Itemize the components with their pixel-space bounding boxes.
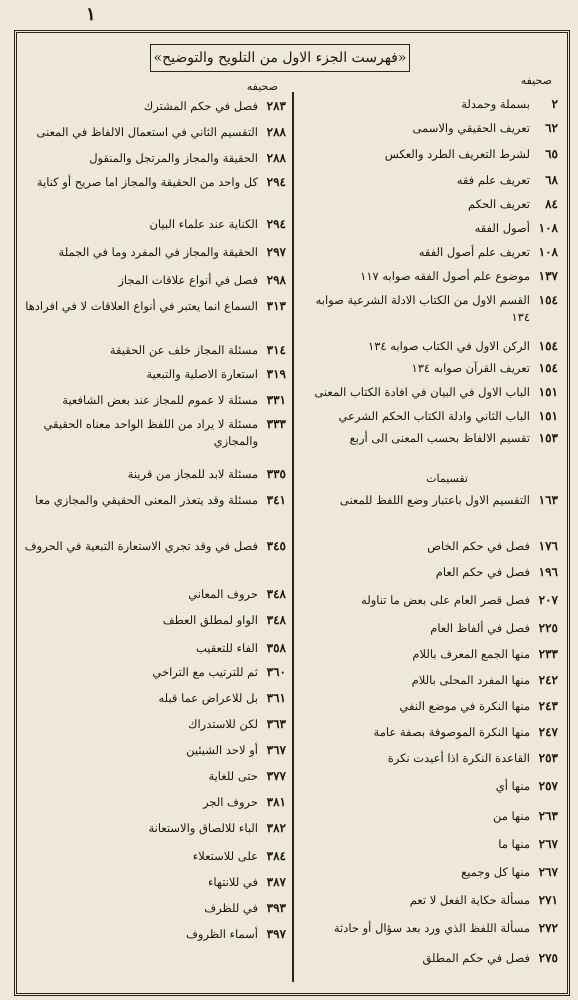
entry-title: مسئلة المجاز خلف عن الحقيقة [109,343,258,357]
entry-title: لشرط التعريف الطرد والعكس [384,147,530,161]
entry-title: حتى للغاية [208,769,258,783]
entry-title: بل للاعراض عما قبله [158,691,258,705]
entry-title: تعريف الحقيقي والاسمى [412,121,530,135]
entry-page-number: ١٠٨ [538,221,558,235]
entry-title: منها ما [498,837,530,851]
left-column-entry [22,492,286,509]
entry-page-number: ٦٢ [545,121,558,135]
right-column-header: صحيفه [520,74,552,87]
left-column-entry [22,466,286,483]
left-column-entry [22,848,286,865]
left-column-entry [22,98,286,115]
entry-title: فصل في حكم الخاص [427,539,530,553]
entry-page-number: ٢٩٤ [266,175,286,189]
entry-title: في للانتهاء [208,875,258,889]
right-column-entry [300,492,558,509]
right-column-entry [300,220,558,237]
entry-title: حروف الجر [202,795,258,809]
entry-title: منها من [492,809,530,823]
left-column-entry [22,124,286,141]
entry-title: الكناية عند علماء البيان [149,217,258,231]
right-column-entry [300,360,558,377]
right-column-entry [300,836,558,853]
entry-page-number: ٢٦٣ [538,809,558,823]
entry-title: ثم للترتيب مع التراخي [152,665,258,679]
right-column-entry [300,620,558,637]
entry-title: الواو لمطلق العطف [162,613,258,627]
entry-page-number: ٣٣١ [266,393,286,407]
left-column-entry [22,538,286,555]
entry-page-number: ١٥٤ [538,339,558,353]
entry-page-number: ٣٣٣ [266,417,286,431]
right-column-entry [300,120,558,137]
entry-page-number: ٣٦٠ [266,665,286,679]
section-heading: تقسيمات [426,472,468,485]
left-column-entry [22,742,286,759]
entry-title: على للاستعلاء [192,849,258,863]
entry-page-number: ٣٨٧ [266,875,286,889]
entry-page-number: ٢٨٣ [266,99,286,113]
entry-page-number: ٢٨٨ [266,151,286,165]
entry-title: أسماء الظروف [186,927,258,941]
right-column-entry [300,430,558,447]
entry-title: لكن للاستدراك [188,717,258,731]
left-column-entry [22,664,286,681]
entry-title: الباء للالصاق والاستعانة [148,821,258,835]
entry-page-number: ٣٦٧ [266,743,286,757]
left-column-entry [22,342,286,359]
entry-title: القسم الاول من الكتاب الادلة الشرعية صوابه ١٣٤ [315,293,530,324]
entry-page-number: ٢٤٢ [538,673,558,687]
entry-page-number: ٢٤٧ [538,725,558,739]
left-column-entry [22,586,286,603]
entry-page-number: ٢٩٨ [266,273,286,287]
right-column-entry [300,950,558,967]
column-divider [292,92,294,982]
entry-page-number: ٢٤٣ [538,699,558,713]
page-number: ١ [86,4,96,25]
left-column-entry [22,150,286,167]
right-column-entry [300,268,558,285]
entry-page-number: ١٥٤ [538,361,558,375]
entry-page-number: ٢٨٨ [266,125,286,139]
entry-page-number: ١٥٤ [538,293,558,307]
entry-page-number: ١٧٦ [538,539,558,553]
entry-title: مسئلة لابد للمجاز من قرينة [127,467,258,481]
entry-title: الحقيقة والمجاز في المفرد وما في الجملة [58,245,258,259]
right-column-entry [300,96,558,113]
entry-title: تقسيم الالفاظ بحسب المعنى الى أربع [349,431,530,445]
right-column-entry [300,864,558,881]
entry-page-number: ٢٥٧ [538,779,558,793]
entry-title: فصل في حكم المشترك [143,99,258,113]
entry-page-number: ١٩٦ [538,565,558,579]
entry-title: مسئلة لا يراد من اللفظ الواحد معناه الحقيقي والمجازي [43,417,258,448]
entry-title: منها النكرة الموصوفة بصفة عامة [373,725,530,739]
entry-title: تعريف علم أصول الفقه [418,245,530,259]
left-column-entry [22,272,286,289]
entry-page-number: ٣١٩ [266,367,286,381]
entry-page-number: ٣١٤ [266,343,286,357]
left-column-entry [22,768,286,785]
entry-title: في للظرف [204,901,258,915]
right-column-entry [300,724,558,741]
entry-page-number: ٢٩٧ [266,245,286,259]
entry-page-number: ١٥٣ [538,431,558,445]
right-column-entry [300,564,558,581]
entry-page-number: ٢ [551,97,558,111]
left-column-entry [22,416,286,450]
entry-title: منها المفرد المحلى باللام [411,673,530,687]
left-column-entry [22,392,286,409]
right-column-entry [300,592,558,609]
entry-page-number: ٢٢٥ [538,621,558,635]
left-column-entry [22,640,286,657]
left-column-entry [22,244,286,261]
left-column-header: صحيفه [246,80,278,93]
entry-page-number: ٣٨١ [266,795,286,809]
entry-title: مسألة حكاية الفعل لا تعم [409,893,530,907]
right-column-entry [300,384,558,401]
entry-title: مسئلة وقد يتعذر المعنى الحقيقي والمجازي معا [34,493,258,507]
entry-title: منها النكرة في موضع النفي [399,699,530,713]
entry-page-number: ٣٩٣ [266,901,286,915]
left-column-entry [22,926,286,943]
entry-page-number: ٣١٣ [266,299,286,313]
entry-page-number: ١٥١ [538,409,558,423]
entry-title: تعريف القرآن صوابه ١٣٤ [411,361,530,375]
right-column-entry [300,338,558,355]
entry-title: مسئلة لا عموم للمجاز عند بعض الشافعية [62,393,258,407]
right-column-entry [300,172,558,189]
left-column-entry [22,716,286,733]
entry-page-number: ٣٤٨ [266,613,286,627]
entry-page-number: ٣٨٤ [266,849,286,863]
entry-title: الباب الاول في البيان في افادة الكتاب المعنى [314,385,530,399]
left-column-entry [22,366,286,383]
right-column-entry [300,750,558,767]
entry-title: أصول الفقه [474,221,530,235]
entry-page-number: ٢٣٣ [538,647,558,661]
left-column-entry [22,874,286,891]
entry-title: فصل في حكم المطلق [422,951,530,965]
entry-page-number: ٢٠٧ [538,593,558,607]
entry-page-number: ٢٦٧ [538,837,558,851]
right-column-entry [300,672,558,689]
entry-title: منها أي [495,779,530,793]
entry-title: موضوع علم أصول الفقه صوابه ١١٧ [360,269,530,283]
entry-page-number: ٣٦٣ [266,717,286,731]
entry-title: بسملة وحمدلة [461,97,530,111]
right-column-entry [300,892,558,909]
entry-page-number: ٦٨ [545,173,558,187]
entry-page-number: ٢٧٢ [538,921,558,935]
entry-title: فصل في أنواع علاقات المجاز [118,273,258,287]
entry-page-number: ٢٧٥ [538,951,558,965]
entry-page-number: ٦٥ [545,147,558,161]
left-column-entry [22,900,286,917]
right-column-entry [300,196,558,213]
entry-page-number: ٨٤ [545,197,558,211]
right-column-entry [300,778,558,795]
entry-title: التقسيم الاول باعتبار وضع اللفظ للمعنى [339,493,530,507]
entry-title: الباب الثاني وادلة الكتاب الحكم الشرعي [338,409,530,423]
entry-title: كل واحد من الحقيقة والمجاز اما صريح أو كناية [36,175,258,189]
entry-page-number: ٣٦١ [266,691,286,705]
entry-page-number: ١٠٨ [538,245,558,259]
entry-title: السماع انما يعتبر في أنواع العلاقات لا في افرادها [25,299,258,313]
entry-title: مسألة اللفظ الذي ورد بعد سؤال أو حادثة [333,921,530,935]
right-column-entry [300,408,558,425]
entry-page-number: ٣٤١ [266,493,286,507]
entry-page-number: ٣٩٧ [266,927,286,941]
left-column-entry [22,298,286,315]
left-column-entry [22,216,286,233]
entry-page-number: ٣٣٥ [266,467,286,481]
entry-title: منها كل وجميع [461,865,530,879]
right-column-entry [300,920,558,937]
entry-page-number: ٣٤٥ [266,539,286,553]
entry-page-number: ١٥١ [538,385,558,399]
entry-title: استعارة الاصلية والتبعية [146,367,258,381]
entry-title: أو لاحد الشيئين [186,743,258,757]
entry-page-number: ٣٥٨ [266,641,286,655]
entry-page-number: ١٦٣ [538,493,558,507]
entry-page-number: ٢٩٤ [266,217,286,231]
right-column-entry [300,808,558,825]
right-column-entry [300,244,558,261]
index-title: «فهرست الجزء الاول من التلويح والتوضيح» [150,44,410,72]
left-column-entry [22,820,286,837]
entry-title: منها الجمع المعرف باللام [412,647,530,661]
entry-title: تعريف علم فقه [456,173,530,187]
right-column-entry [300,646,558,663]
left-column-entry [22,612,286,629]
entry-title: حروف المعاني [188,587,258,601]
entry-page-number: ١٣٧ [538,269,558,283]
entry-title: القاعدة النكرة اذا أعيدت نكرة [387,751,530,765]
left-column-entry [22,690,286,707]
right-column-entry [300,292,558,326]
entry-title: الحقيقة والمجاز والمرتجل والمنقول [89,151,258,165]
entry-page-number: ٢٦٧ [538,865,558,879]
entry-title: التقسيم الثاني في استعمال الالفاظ في المعنى [36,125,258,139]
entry-title: فصل في ألفاظ العام [430,621,530,635]
entry-title: فصل قصر العام على بعض ما تناوله [361,593,530,607]
right-column-entry [300,146,558,163]
entry-page-number: ٣٨٢ [266,821,286,835]
entry-title: فصل في وقد تجري الاستعارة التبعية في الحروف [24,539,258,553]
entry-title: الفاء للتعقيب [196,641,258,655]
entry-page-number: ٢٥٣ [538,751,558,765]
right-column-entry [300,538,558,555]
entry-title: فصل في حكم العام [435,565,530,579]
entry-page-number: ٣٤٨ [266,587,286,601]
left-column-entry [22,174,286,191]
entry-title: تعريف الحكم [468,197,530,211]
entry-page-number: ٢٧١ [538,893,558,907]
entry-title: الركن الاول في الكتاب صوابه ١٣٤ [368,339,530,353]
left-column-entry [22,794,286,811]
entry-page-number: ٣٧٧ [266,769,286,783]
right-column-entry [300,698,558,715]
